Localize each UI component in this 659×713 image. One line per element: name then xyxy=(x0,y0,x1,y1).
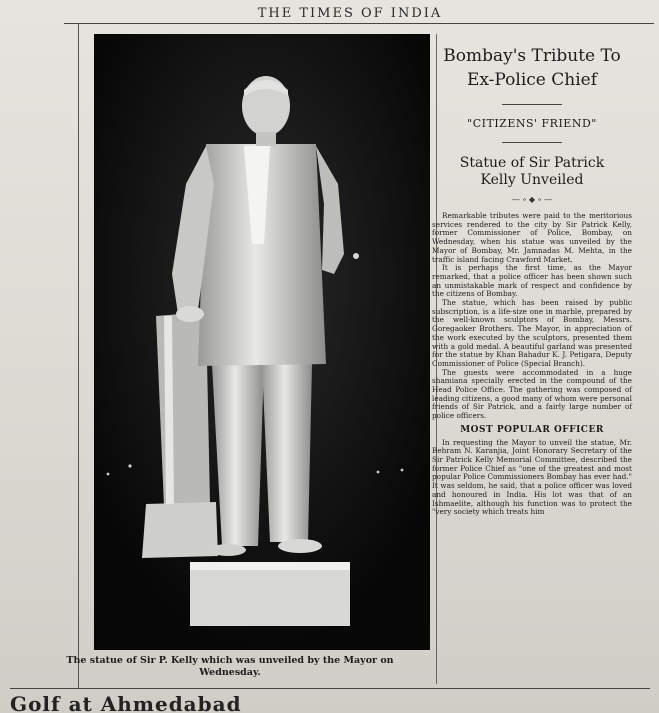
paragraph: In requesting the Mayor to unveil the statue, Mr. Behram N. Karanjia, Joint Honorary Secretary of the Sir Patrick Kelly Memorial Committee, described the former Police Chief as "one of the greatest and most popular Police Commissioners Bombay has ever had." It was seldom, he said, that a police officer was loved and honoured in India. His lot was that of an Ishmaelite, although his function was to protect the "very society which treats him xyxy=(432,437,632,517)
photo-caption: The statue of Sir P. Kelly which was unveiled by the Mayor on Wednesday. xyxy=(66,655,394,678)
subheadline-line-2: Kelly Unveiled xyxy=(480,172,584,188)
section-heading: MOST POPULAR OFFICER xyxy=(460,424,604,435)
paragraph: The statue, which has been raised by public subscription, is a life-size one in marble, prepared by the well-known sculptors of Bombay, Messrs. Goregaoker Brothers. The Mayor, in appreciation of the work executed by the sculptors, presented them with a gold medal. A beautiful garland was presented for the statue by Khan Bahadur K. J. Petigara, Deputy Commissioner of Police (Special Branch). xyxy=(432,298,632,368)
paragraph: The guests were accommodated in a huge shamiana specially erected in the compound of the Head Police Office. The gathering was composed of leading citizens, a good many of whom were personal friends of Sir Patrick, and a fairly large number of police officers. xyxy=(432,367,632,421)
left-column-rule xyxy=(78,23,79,688)
ornament-divider: — ∘ ◆ ∘ — xyxy=(511,195,553,204)
bottom-rule xyxy=(10,688,650,689)
top-rule xyxy=(64,23,654,24)
headline xyxy=(432,44,632,92)
headline-line-2: Ex-Police Chief xyxy=(466,70,598,90)
subheadline-line-1: Statue of Sir Patrick xyxy=(459,155,605,171)
article-body xyxy=(432,212,632,517)
kicker: "CITIZENS' FRIEND" xyxy=(467,117,597,130)
statue-illustration xyxy=(94,34,430,650)
article xyxy=(432,44,632,517)
masthead: THE TIMES OF INDIA xyxy=(257,6,443,21)
paragraph: It is perhaps the first time, as the Mayor remarked, that a police officer has been shown such an unmistakable mark of respect and confidence by the citizens of Bombay. xyxy=(432,263,632,299)
headline-line-1: Bombay's Tribute To xyxy=(443,46,621,66)
subheadline xyxy=(432,155,632,189)
separator xyxy=(502,142,562,143)
paragraph: Remarkable tributes were paid to the meritorious services rendered to the city by Sir Patrick Kelly, former Commissioner of Police, Bombay, on Wednesday, when his statue was unveiled by the Mayor of Bombay, Mr. Jamnadas M. Mehta, in the traffic island facing Crawford Market. xyxy=(432,211,632,264)
separator xyxy=(502,104,562,105)
next-article-headline: Golf at Ahmedabad xyxy=(10,692,242,713)
statue-photograph xyxy=(94,34,430,650)
